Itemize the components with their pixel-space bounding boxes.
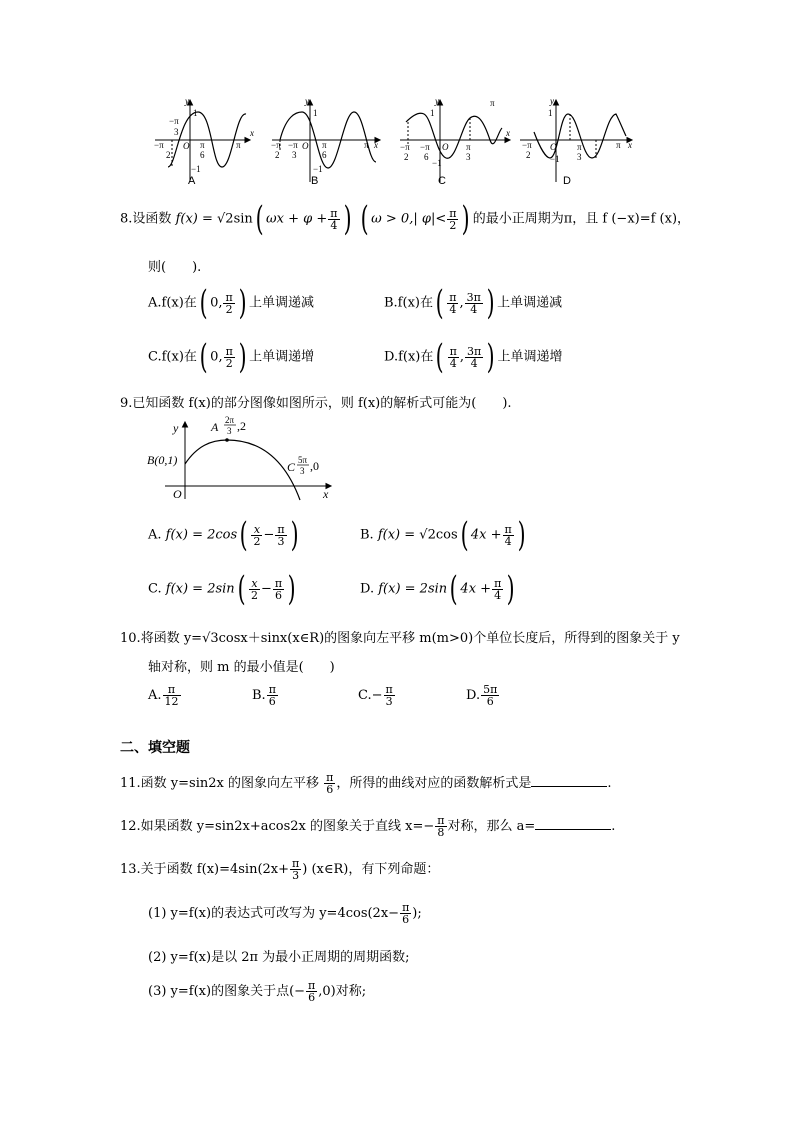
- svg-text:−π: −π: [400, 142, 410, 152]
- q9-option-b[interactable]: B. f(x) = √2cos( 4x + $\frac{\pi}{4}$ ): [360, 515, 526, 555]
- svg-text:1: 1: [313, 108, 318, 118]
- svg-text:π: π: [577, 142, 582, 152]
- svg-text:x: x: [374, 140, 378, 150]
- q8-stem: 8.设函数 f(x) = √2sin( ωx + φ + $\frac{\pi}{4}$ ) ( ω > 0,| φ|< $\frac{\pi}{2}$ ) 的最小正周期为π，且 f (−x)=f (x)，: [120, 199, 691, 239]
- svg-text:3: 3: [174, 127, 179, 137]
- svg-text:6: 6: [424, 152, 429, 162]
- q11: 11.函数 y=sin2x 的图象向左平移 $\frac{\pi}{6}$ ，所得的曲线对应的函数解析式是 .: [120, 771, 612, 796]
- svg-text:O: O: [183, 141, 190, 151]
- svg-text:y: y: [550, 96, 554, 106]
- q9-option-a[interactable]: A. f(x) = 2cos( $\frac{x}{2}$ − $\frac{\pi}{3}$ ): [148, 515, 299, 555]
- svg-text:π: π: [364, 140, 369, 150]
- svg-text:−1: −1: [191, 164, 201, 174]
- svg-text:y: y: [435, 96, 439, 106]
- q10-option-b[interactable]: B. $\frac{\pi}{6}$: [252, 683, 276, 708]
- svg-text:x: x: [506, 128, 510, 138]
- q10-stem: 10.将函数 y=√3cosx＋sinx(x∈R)的图象向左平移 m(m>0)个单位长度后，所得到的图象关于 y: [120, 631, 680, 646]
- svg-text:π: π: [616, 140, 621, 150]
- svg-text:O: O: [550, 142, 557, 152]
- svg-text:1: 1: [193, 108, 198, 118]
- q8-then: 则( ).: [148, 260, 202, 275]
- svg-text:,2: ,2: [237, 419, 246, 433]
- svg-text:π: π: [200, 140, 205, 150]
- svg-text:x: x: [250, 128, 254, 138]
- svg-text:−1: −1: [550, 154, 560, 164]
- graph-a-caption: A: [188, 175, 196, 187]
- svg-text:2: 2: [404, 152, 409, 162]
- q9-option-d[interactable]: D. f(x) = 2sin( 4x + $\frac{\pi}{4}$ ): [360, 569, 515, 609]
- svg-text:3: 3: [577, 152, 582, 162]
- q13-item-2: (2) y=f(x)是以 2π 为最小正周期的周期函数;: [148, 950, 410, 965]
- svg-text:A: A: [211, 420, 219, 434]
- svg-text:−π: −π: [288, 140, 298, 150]
- svg-text:π: π: [236, 140, 241, 150]
- svg-text:2π: 2π: [225, 415, 235, 425]
- q10-option-c[interactable]: C.− $\frac{\pi}{3}$: [358, 683, 393, 708]
- svg-text:−π: −π: [154, 140, 164, 150]
- svg-text:O: O: [442, 142, 449, 152]
- svg-text:π: π: [490, 98, 495, 108]
- graph-d-caption: D: [563, 175, 571, 187]
- q8-option-d[interactable]: D.f(x)在( $\frac{\pi}{4}$ , $\frac{3\pi}{4}$ ) 上单调递增: [384, 337, 563, 377]
- svg-text:3: 3: [292, 150, 297, 160]
- svg-text:O: O: [173, 487, 182, 501]
- svg-text:−1: −1: [313, 164, 323, 174]
- q8-option-a[interactable]: A.f(x)在( 0, $\frac{\pi}{2}$ ) 上单调递减: [148, 283, 314, 323]
- graph-c-caption: C: [438, 175, 446, 187]
- svg-text:6: 6: [200, 150, 205, 160]
- svg-text:2: 2: [275, 150, 280, 160]
- q8-option-b[interactable]: B.f(x)在( $\frac{\pi}{4}$ , $\frac{3\pi}{4}$ ) 上单调递减: [384, 283, 563, 323]
- svg-text:1: 1: [430, 108, 435, 118]
- svg-text:y: y: [185, 96, 189, 106]
- svg-text:O: O: [302, 141, 309, 151]
- svg-text:−π: −π: [522, 140, 532, 150]
- svg-text:,0: ,0: [310, 459, 319, 473]
- svg-text:π: π: [322, 140, 327, 150]
- graph-b-caption: B: [311, 175, 319, 187]
- svg-text:5π: 5π: [298, 455, 308, 465]
- q11-answer-blank[interactable]: [531, 774, 607, 787]
- q13-item-1: (1) y=f(x)的表达式可改写为 y=4cos(2x− $\frac{\pi}{6}$ );: [148, 901, 422, 926]
- svg-text:2: 2: [166, 150, 171, 160]
- svg-text:1: 1: [548, 108, 553, 118]
- svg-text:3: 3: [227, 426, 232, 436]
- svg-text:y: y: [305, 96, 309, 106]
- q9-option-c[interactable]: C. f(x) = 2sin( $\frac{x}{2}$ − $\frac{\pi}{6}$ ): [148, 569, 296, 609]
- q9-stem: 9.已知函数 f(x)的部分图像如图所示，则 f(x)的解析式可能为( ).: [120, 396, 512, 411]
- svg-text:C: C: [287, 460, 296, 474]
- svg-text:x: x: [323, 487, 329, 501]
- q9-graph: [145, 414, 345, 504]
- svg-text:−π: −π: [420, 142, 430, 152]
- q13: 13.关于函数 f(x)=4sin(2x+ $\frac{\pi}{3}$ ) (x∈R)，有下列命题：: [120, 857, 440, 882]
- svg-text:2: 2: [526, 150, 531, 160]
- svg-text:B(0,1): B(0,1): [147, 453, 178, 467]
- q12: 12.如果函数 y=sin2x+acos2x 的图象关于直线 x=− $\frac{\pi}{8}$ 对称，那么 a= .: [120, 814, 616, 839]
- svg-text:3: 3: [300, 466, 305, 476]
- svg-text:y: y: [173, 421, 179, 435]
- graph-c: [400, 100, 510, 182]
- q13-item-3: (3) y=f(x)的图象关于点(− $\frac{\pi}{6}$ ,0)对称;: [148, 979, 367, 1004]
- q10-option-d[interactable]: D. $\frac{5\pi}{6}$: [466, 683, 498, 708]
- section-title: 二、填空题: [120, 739, 190, 755]
- q10-option-a[interactable]: A. $\frac{\pi}{12}$: [148, 683, 179, 708]
- svg-text:−π: −π: [169, 116, 179, 126]
- svg-text:3: 3: [466, 152, 471, 162]
- svg-text:6: 6: [322, 150, 327, 160]
- q8-option-c[interactable]: C.f(x)在( 0, $\frac{\pi}{2}$ ) 上单调递增: [148, 337, 315, 377]
- svg-text:−1: −1: [432, 158, 442, 168]
- svg-text:x: x: [628, 140, 632, 150]
- q10-stem-2: 轴对称，则 m 的最小值是( ): [148, 660, 335, 675]
- q12-answer-blank[interactable]: [535, 817, 611, 830]
- svg-text:π: π: [466, 142, 471, 152]
- svg-text:−π: −π: [271, 140, 281, 150]
